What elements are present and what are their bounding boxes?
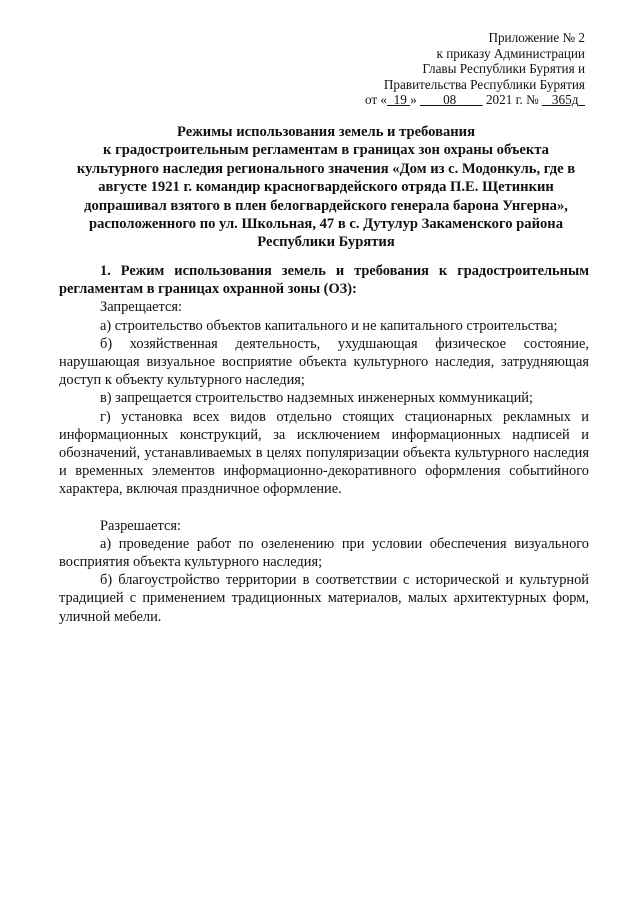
date-year: 2021 г. № [485,92,539,108]
title-line-1: Режимы использования земель и требования [177,124,475,140]
annex-line-4: Правительства Республики Бурятия [383,76,585,92]
title-line-5: допрашивал взятого в плен белогвардейского генерала барона Унгерна», [84,197,568,214]
date-prefix: от « [364,92,388,108]
allowed-item-a: а) проведение работ по озеленению при условии обеспечения визуального восприятия объекта культурного наследия; [59,535,589,571]
prohibited-item-d: г) установка всех видов отдельно стоящих стационарных рекламных и информационных конструкций, за исключением информационных надписей и обозначений, устанавливаемых в целях популяризации объекта культурного наследия и временных элементов информационно-декоративного оформления событийного характера, включая праздничное оформление. [59,408,589,498]
annex-line-1: Приложение № 2 [488,30,585,45]
annex-line-2: к приказу Администрации [436,45,585,61]
date-day: 19 [393,92,407,108]
title-line-3: культурного наследия регионального значения «Дом из с. Модонкуль, где в [76,160,576,177]
order-number: 365д [551,92,579,108]
allowed-item-b: б) благоустройство территории в соответствии с исторической и культурной традицией с применением традиционных материалов, малых архитектурных форм, уличной мебели. [59,572,589,625]
annex-date-line [365,92,585,108]
title-line-7: Республики Бурятия [257,234,395,251]
prohibited-item-b: б) хозяйственная деятельность, ухудшающая физическое состояние, нарушающая визуальное восприятие объекта культурного наследия, затрудняющая доступ к объекту культурного наследия; [59,335,589,389]
section-heading: 1. Режим использования земель и требования к градостроительным регламентам в границах охранной зоны (ОЗ): [59,263,589,298]
annex-line-3: Главы Республики Бурятия и [422,61,585,77]
annex-header [365,30,585,108]
prohibited-item-a: а) строительство объектов капитального и не капитального строительства; [100,317,558,334]
allowed-label: Разрешается: [100,517,181,534]
prohibited-item-c: в) запрещается строительство надземных инженерных коммуникаций; [100,390,533,407]
title-line-2: к градостроительным регламентам в границах зон охраны объекта [103,142,549,159]
prohibited-label: Запрещается: [100,299,183,316]
document-body [59,262,589,626]
title-line-6: расположенного по ул. Школьная, 47 в с. Дутулур Закаменского района [88,216,563,233]
document-title [56,123,596,252]
paragraph-gap [59,499,589,517]
date-month: 08 [443,92,457,108]
title-line-4: августе 1921 г. командир красногвардейского отряда П.Е. Щетинкин [98,179,554,196]
date-sep: » [410,92,417,108]
